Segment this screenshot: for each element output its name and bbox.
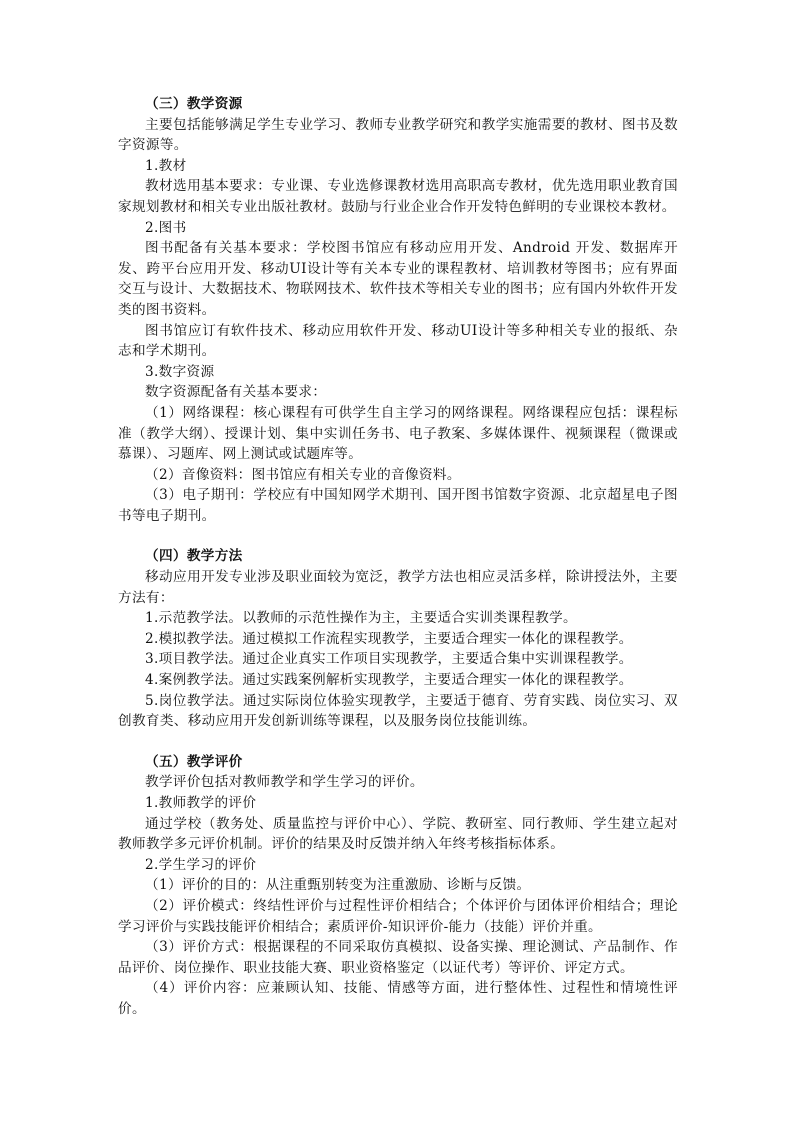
paragraph: （3）电子期刊：学校应有中国知网学术期刊、国开图书馆数字资源、北京超星电子图书等电子期刊。 xyxy=(118,487,678,524)
subheading: 1.教材 xyxy=(145,157,187,174)
section-teaching-resources xyxy=(118,94,678,526)
paragraph: （1）网络课程：核心课程有可供学生自主学习的网络课程。网络课程应包括：课程标准（教学大纲）、授课计划、集中实训任务书、电子教案、多媒体课件、视频课程（微课或慕课）、习题库、网上测试或试题库等。 xyxy=(118,404,678,463)
list-item: （2）评价模式：终结性评价与过程性评价相结合；个体评价与团体评价相结合；理论学习评价与实践技能评价相结合；素质评价-知识评价-能力（技能）评价并重。 xyxy=(118,897,678,935)
paragraph: 通过学校（教务处、质量监控与评价中心）、学院、教研室、同行教师、学生建立起对教师教学多元评价机制。评价的结果及时反馈并纳入年终考核指标体系。 xyxy=(118,815,678,853)
paragraph: 图书馆应订有软件技术、移动应用软件开发、移动UI设计等多种相关专业的报纸、杂志和学术期刊。 xyxy=(118,322,678,360)
subheading: 2.图书 xyxy=(145,219,187,236)
list-item: 3.项目教学法。通过企业真实工作项目实现教学，主要适合集中实训课程教学。 xyxy=(145,651,633,668)
section-heading: （五）教学评价 xyxy=(145,753,243,770)
list-item: （1）评价的目的：从注重甄别转变为注重激励、诊断与反馈。 xyxy=(145,877,531,894)
paragraph: （2）音像资料：图书馆应有相关专业的音像资料。 xyxy=(145,466,461,483)
list-item: （4）评价内容：应兼顾认知、技能、情感等方面，进行整体性、过程性和情境性评价。 xyxy=(118,980,678,1017)
paragraph: 移动应用开发专业涉及职业面较为宽泛，教学方法也相应灵活多样，除讲授法外，主要方法有： xyxy=(118,569,678,606)
section-teaching-evaluation xyxy=(118,752,678,1020)
section-spacer xyxy=(118,526,678,546)
subheading: 1.教师教学的评价 xyxy=(145,795,257,811)
subheading: 2.学生学习的评价 xyxy=(145,856,257,873)
paragraph: 教学评价包括对教师教学和学生学习的评价。 xyxy=(145,774,424,791)
list-item: 1.示范教学法。以教师的示范性操作为主，主要适合实训类课程教学。 xyxy=(145,610,577,627)
list-item: 2.模拟教学法。通过模拟工作流程实现教学，主要适合理实一体化的课程教学。 xyxy=(145,630,633,647)
list-item: （3）评价方式：根据课程的不同采取仿真模拟、设备实操、理论测试、产品制作、作品评价、岗位操作、职业技能大赛、职业资格鉴定（以证代考）等评价、评定方式。 xyxy=(118,939,678,976)
section-teaching-methods xyxy=(118,546,678,731)
list-item: 4.案例教学法。通过实践案例解析实现教学，主要适合理实一体化的课程教学。 xyxy=(145,672,633,689)
subheading: 3.数字资源 xyxy=(145,363,215,380)
document-page xyxy=(118,94,678,1020)
section-heading: （四）教学方法 xyxy=(145,548,243,565)
paragraph: 数字资源配备有关基本要求： xyxy=(145,384,327,401)
paragraph: 教材选用基本要求：专业课、专业选修课教材选用高职高专教材，优先选用职业教育国家规划教材和相关专业出版社教材。鼓励与行业企业合作开发特色鲜明的专业课校本教材。 xyxy=(118,178,678,215)
section-spacer xyxy=(118,732,678,752)
paragraph: 图书配备有关基本要求：学校图书馆应有移动应用开发、Android 开发、数据库开发、跨平台应用开发、移动UI设计等有关本专业的课程教材、培训教材等图书；应有界面交互与设计、大数据技术、物联网技术、软件技术等相关专业的图书；应有国内外软件开发类的图书资料。 xyxy=(118,240,678,318)
list-item: 5.岗位教学法。通过实际岗位体验实现教学，主要适于德育、劳育实践、岗位实习、双创教育类、移动应用开发创新训练等课程，以及服务岗位技能训练。 xyxy=(118,692,678,730)
section-heading: （三）教学资源 xyxy=(145,96,243,112)
paragraph: 主要包括能够满足学生专业学习、教师专业教学研究和教学实施需要的教材、图书及数字资源等。 xyxy=(118,116,678,154)
